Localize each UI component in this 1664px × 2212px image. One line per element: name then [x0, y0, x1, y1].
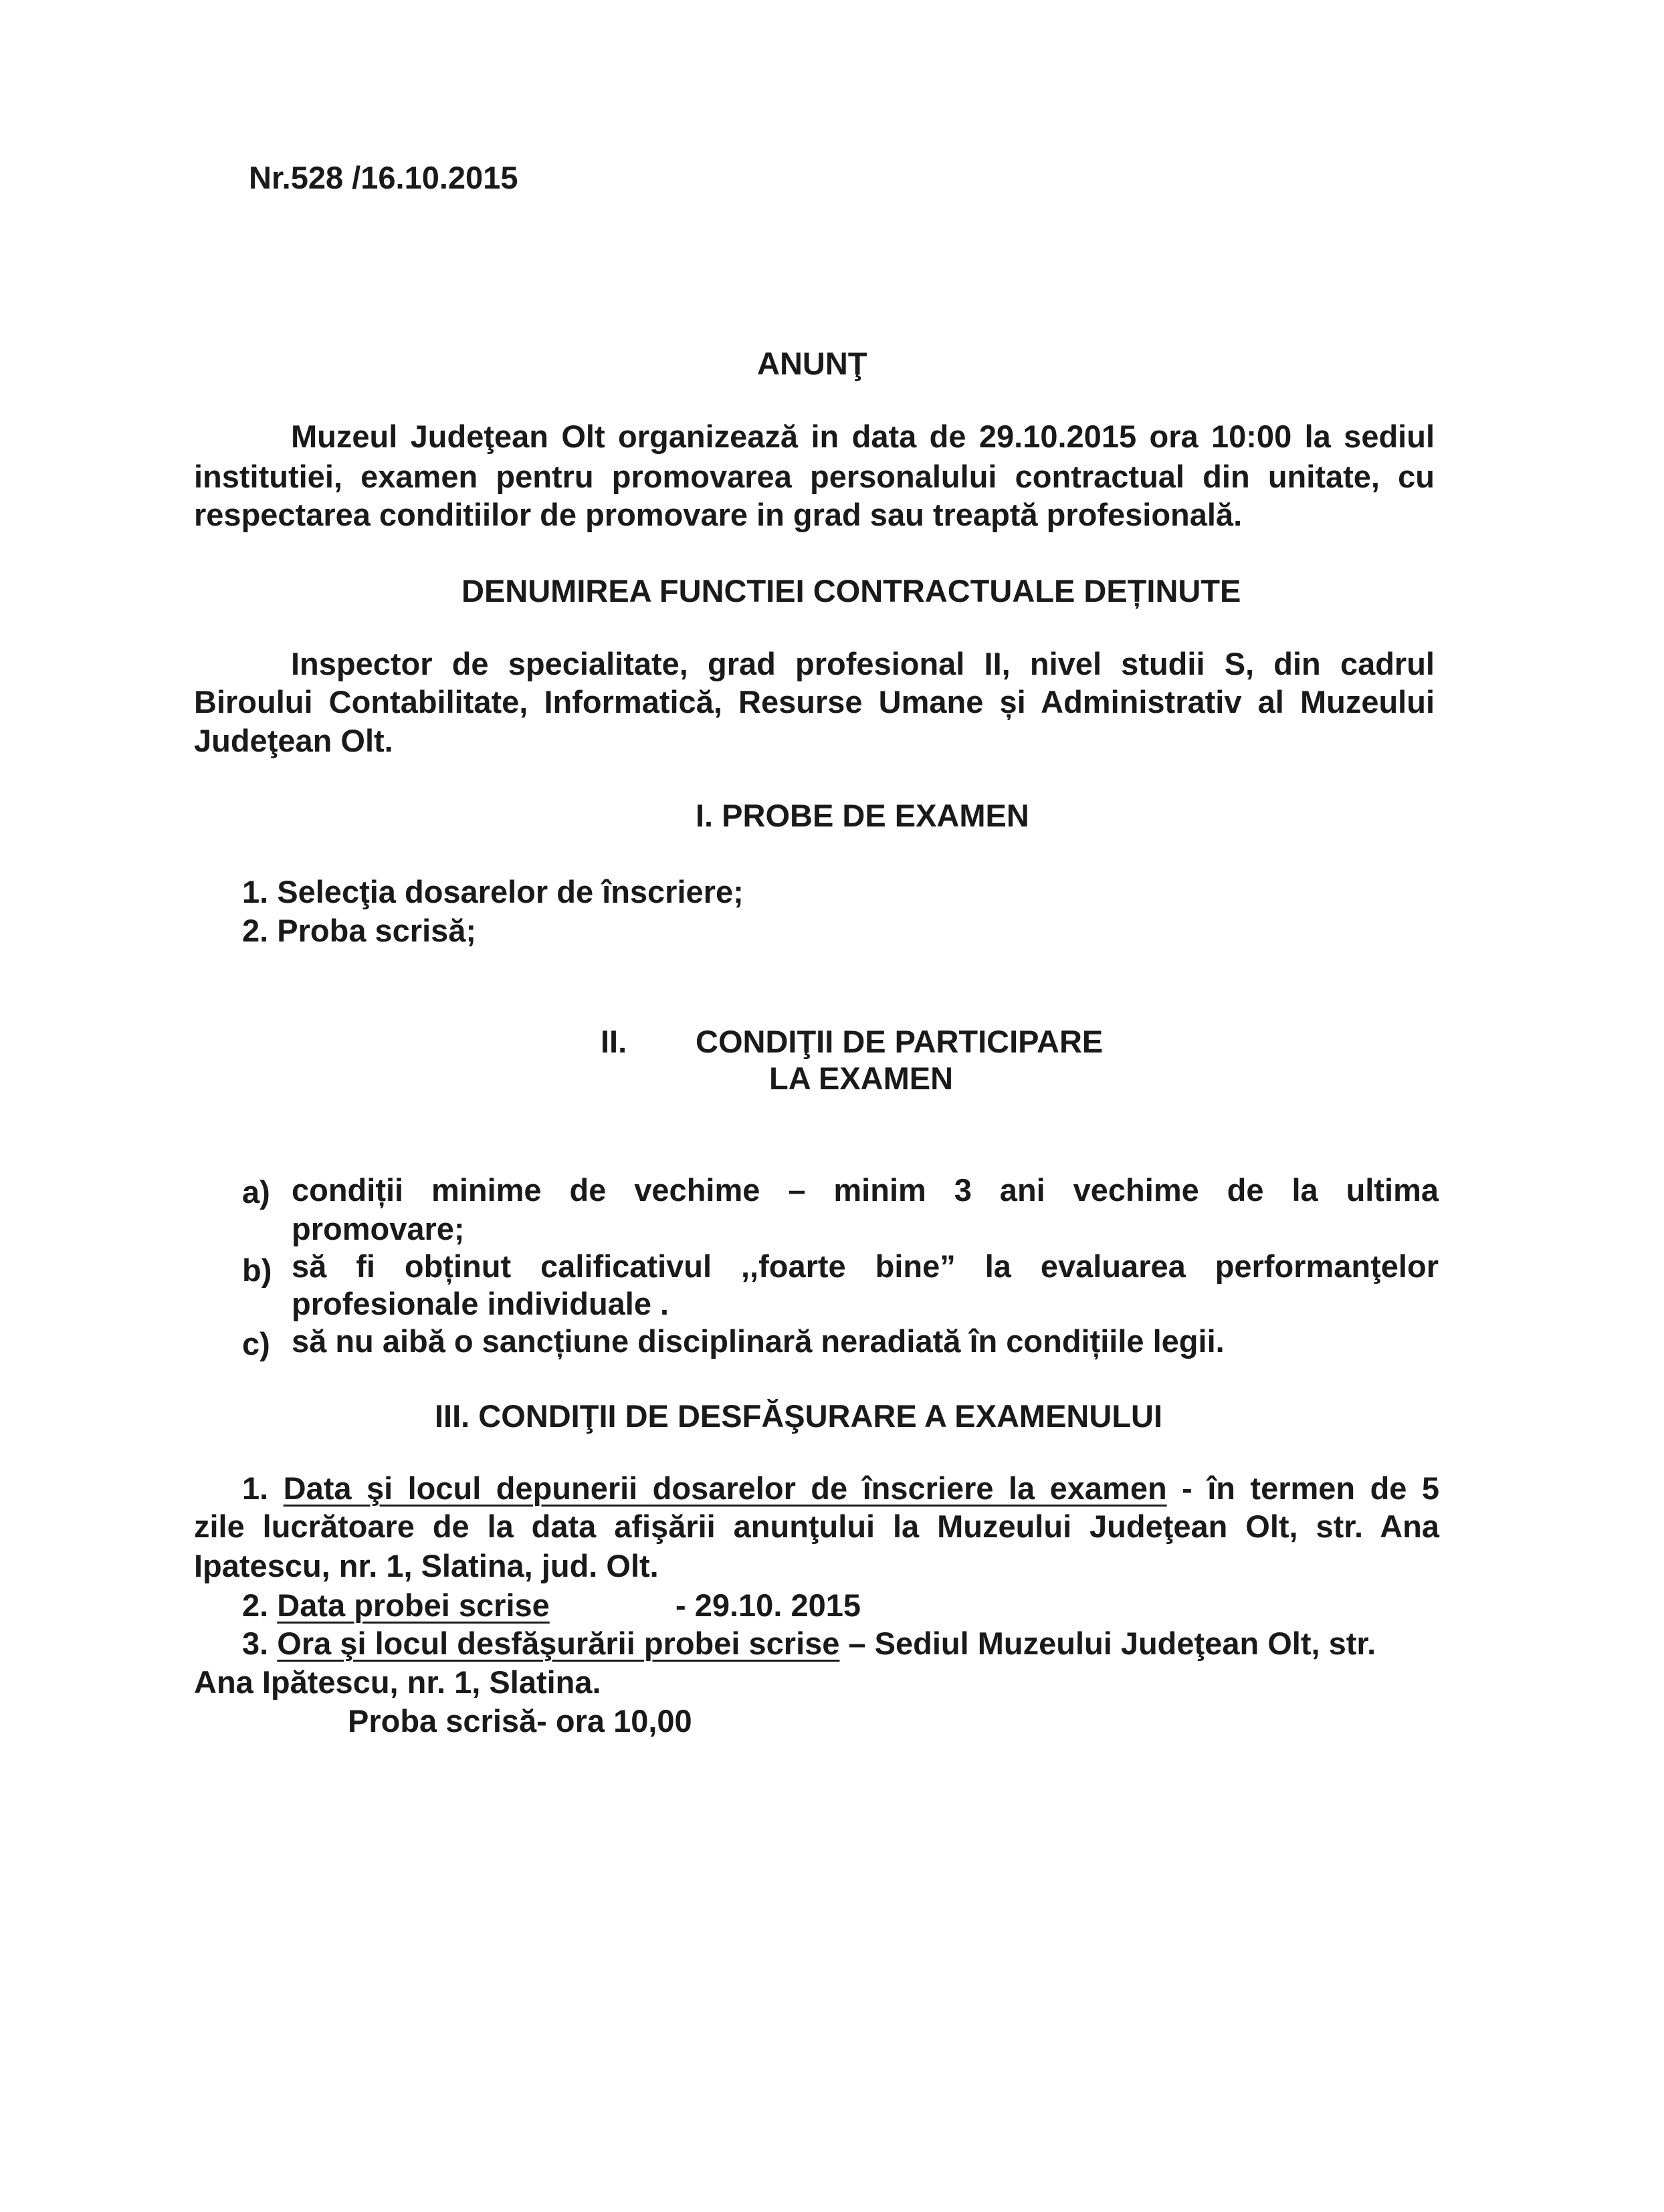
list-item: să nu aibă o sancțiune disciplinară neradiată în condițiile legii.	[292, 1323, 1225, 1359]
procedure-item-line: Ana Ipătescu, nr. 1, Slatina.	[194, 1664, 601, 1700]
list-item: să fi obținut calificativul ,,foarte bine” la evaluarea performanţelor	[292, 1248, 1439, 1284]
item-label: Data probei scrise	[277, 1587, 550, 1623]
procedure-item-2	[242, 1587, 550, 1624]
section-numeral: II.	[601, 1024, 627, 1059]
item-marker: a)	[242, 1174, 270, 1210]
position-line: Inspector de specialitate, grad profesional II, nivel studii S, din cadrul	[291, 646, 1435, 681]
item-number: 3.	[242, 1626, 269, 1661]
position-line: Biroului Contabilitate, Informatică, Resurse Umane și Administrativ al Muzeului	[194, 684, 1435, 720]
list-item: 2. Proba scrisă;	[242, 913, 477, 948]
probe-date: - 29.10. 2015	[675, 1587, 861, 1623]
procedure-item-1	[242, 1470, 1439, 1507]
item-marker: b)	[242, 1252, 272, 1288]
intro-line: respectarea conditiilor de promovare in grad sau treaptă profesională.	[194, 497, 1243, 532]
intro-line: institutiei, examen pentru promovarea personalului contractual din unitate, cu	[194, 459, 1435, 494]
intro-line: Muzeul Judeţean Olt organizează in data de 29.10.2015 ora 10:00 la sediul	[291, 419, 1435, 454]
item-label: Data şi locul depunerii dosarelor de înscriere la examen	[283, 1470, 1167, 1506]
section-heading: I. PROBE DE EXAMEN	[696, 798, 1029, 833]
list-item: 1. Selecţia dosarelor de înscriere;	[242, 874, 744, 909]
section-heading-line2: LA EXAMEN	[769, 1061, 954, 1096]
list-item-continued: promovare;	[292, 1211, 465, 1246]
position-heading: DENUMIREA FUNCTIEI CONTRACTUALE DEȚINUTE	[461, 573, 1241, 609]
item-number: 2.	[242, 1587, 269, 1623]
item-text: - în termen de 5	[1166, 1470, 1440, 1506]
list-item-continued: profesionale individuale .	[292, 1286, 669, 1321]
procedure-item-line: zile lucrătoare de la data afişării anunţului la Muzeului Judeţean Olt, str. Ana	[194, 1509, 1439, 1544]
item-text: – Sediul Muzeului Judeţean Olt, str.	[839, 1626, 1376, 1661]
section-heading: CONDIŢII DE PARTICIPARE	[696, 1024, 1104, 1059]
section-heading: III. CONDIŢII DE DESFĂŞURARE A EXAMENULUI	[435, 1398, 1163, 1434]
item-number: 1.	[242, 1470, 269, 1506]
exam-time: Proba scrisă- ora 10,00	[348, 1703, 692, 1739]
position-line: Judeţean Olt.	[194, 723, 393, 758]
procedure-item-line: Ipatescu, nr. 1, Slatina, jud. Olt.	[194, 1548, 659, 1583]
procedure-item-3	[242, 1625, 1376, 1662]
announcement-title: ANUNŢ	[757, 346, 867, 381]
item-label: Ora şi locul desfăşurării probei scrise	[277, 1626, 840, 1661]
document-number: Nr.528 /16.10.2015	[249, 160, 518, 195]
item-marker: c)	[242, 1326, 270, 1361]
list-item: condiții minime de vechime – minim 3 ani vechime de la ultima	[292, 1172, 1439, 1208]
